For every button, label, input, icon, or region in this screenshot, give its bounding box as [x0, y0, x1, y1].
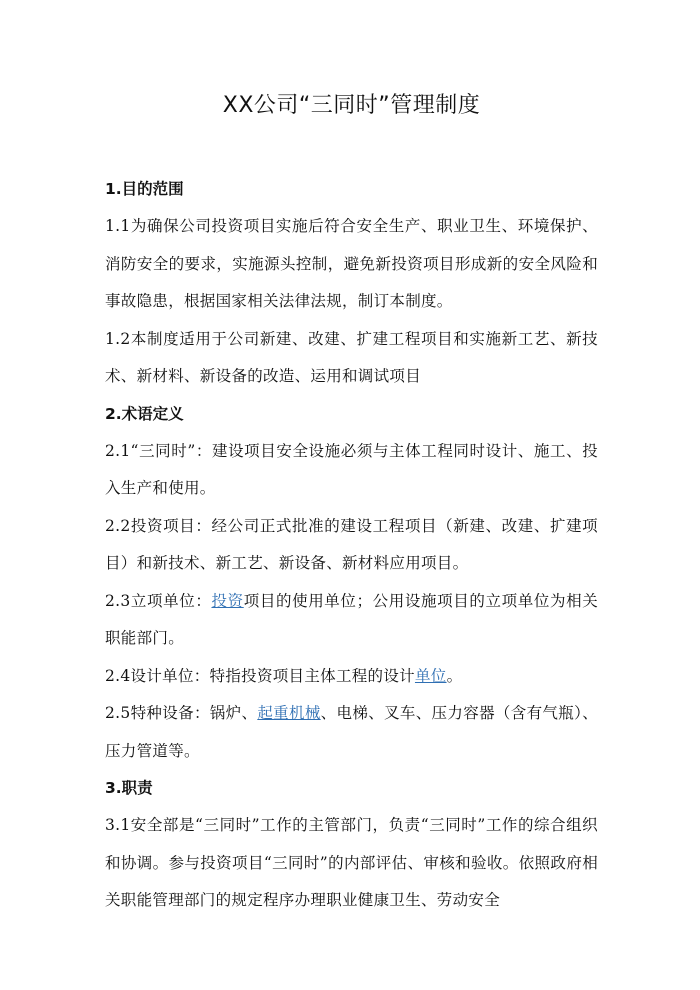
paragraph-2-3-text-after: 项目的使用单位；公用设施项目的立项单位为相关职能部门。 [105, 591, 598, 647]
paragraph-2-2: 2.2投资项目：经公司正式批准的建设工程项目（新建、改建、扩建项目）和新技术、新工艺、新设备、新材料应用项目。 [105, 516, 598, 572]
section-heading-definitions: 2.术语定义 [105, 404, 184, 423]
investment-link[interactable]: 投资 [211, 591, 244, 610]
crane-machinery-link[interactable]: 起重机械 [257, 704, 321, 722]
paragraph-3-1: 3.1安全部是“三同时”工作的主管部门，负责“三同时”工作的综合组织和协调。参与投资项目“三同时”的内部评估、审核和验收。依照政府相关职能管理部门的规定程序办理职业健康卫生、劳动安全 [105, 816, 598, 909]
paragraph-1-1: 1.1为确保公司投资项目实施后符合安全生产、职业卫生、环境保护、消防安全的要求，实施源头控制，避免新投资项目形成新的安全风险和事故隐患，根据国家相关法律法规，制订本制度。 [105, 217, 598, 310]
section-heading-responsibilities: 3.职责 [105, 779, 153, 797]
paragraph-2-4-text-before: 2.4设计单位：特指投资项目主体工程的设计 [105, 666, 415, 685]
paragraph-2-4 [105, 658, 598, 696]
paragraph-2-4-text-after: 。 [446, 666, 463, 685]
paragraph-2-5 [105, 695, 598, 770]
section-heading-purpose: 1.目的范围 [105, 180, 184, 198]
unit-link[interactable]: 单位 [414, 666, 447, 685]
paragraph-2-1: 2.1“三同时”：建设项目安全设施必须与主体工程同时设计、施工、投入生产和使用。 [105, 441, 598, 497]
paragraph-2-5-text-before: 2.5特种设备：锅炉、 [105, 704, 258, 722]
paragraph-2-5-text-after: 、电梯、叉车、压力容器（含有气瓶）、压力管道等。 [105, 704, 598, 760]
document-title: XX公司“三同时”管理制度 [222, 93, 481, 118]
paragraph-2-3 [105, 583, 598, 658]
paragraph-2-3-text-before: 2.3立项单位： [105, 591, 212, 610]
paragraph-1-2: 1.2本制度适用于公司新建、改建、扩建工程项目和实施新工艺、新技术、新材料、新设备的改造、运用和调试项目 [105, 329, 598, 385]
